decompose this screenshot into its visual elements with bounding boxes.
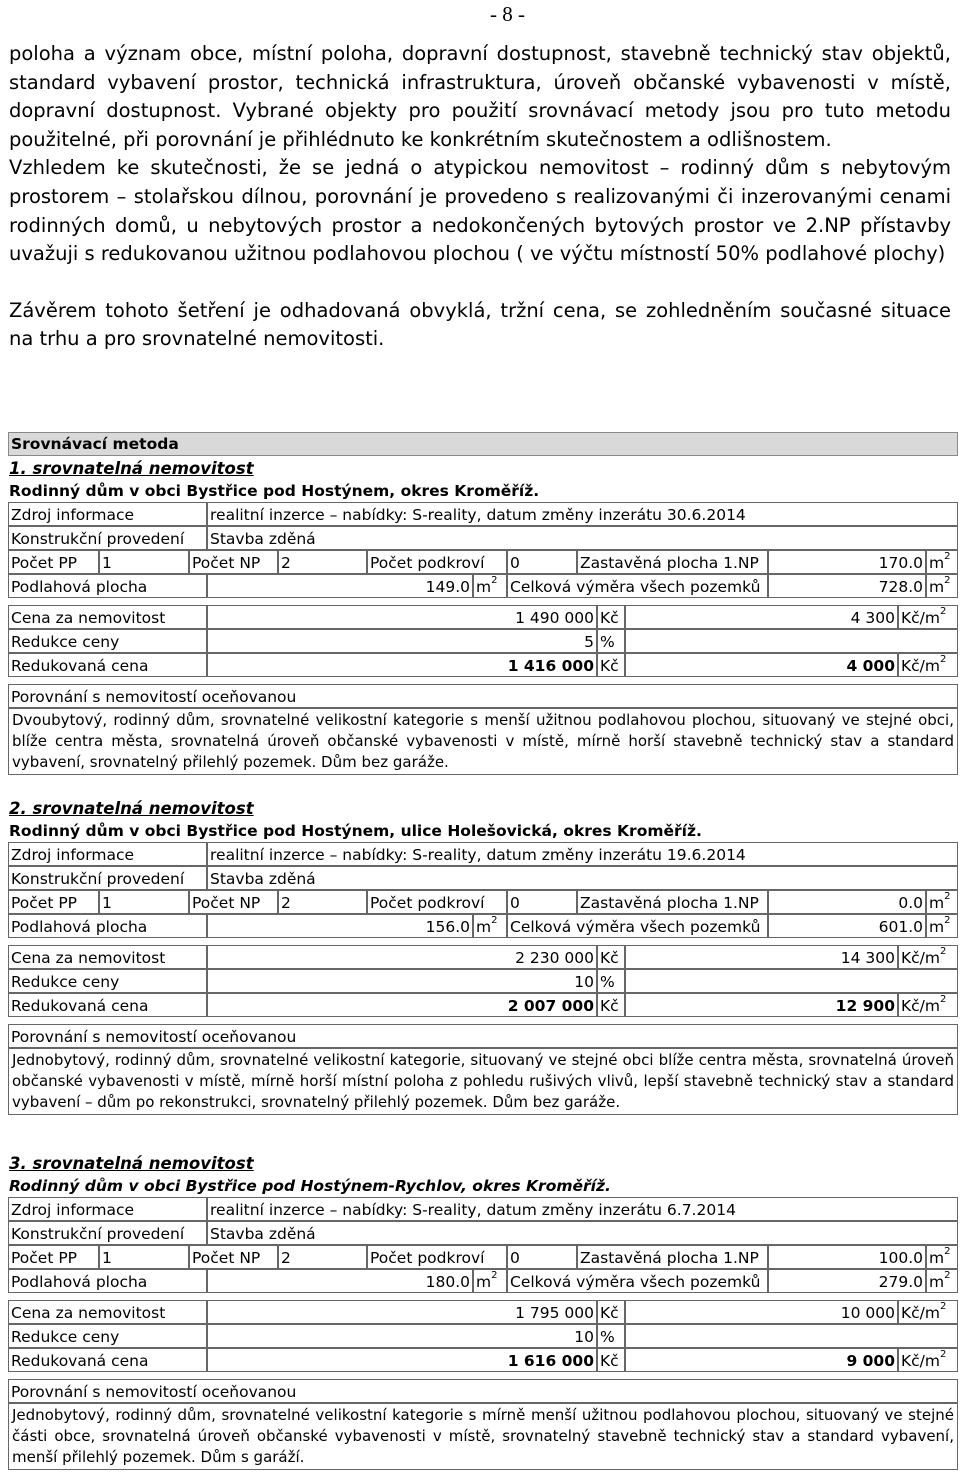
comparable-property-1 xyxy=(8,458,958,775)
unit-reduced-price-per-m2: $Kč/m^2$ xyxy=(898,993,958,1017)
unit-floor-area: $m^2$ xyxy=(473,914,507,938)
label-reduction: Redukce ceny xyxy=(8,1324,207,1348)
value-source: realitní inzerce – nabídky: S-reality, datum změny inzerátu 6.7.2014 xyxy=(207,1197,958,1221)
empty-cell xyxy=(625,629,958,653)
row-floor-area xyxy=(8,1269,958,1293)
row-price xyxy=(8,945,958,969)
unit-built-area: $m^2$ xyxy=(926,1245,958,1269)
row-construction xyxy=(8,526,958,550)
label-floor-area: Podlahová plocha xyxy=(8,914,207,938)
unit-reduced-price-per-m2: $Kč/m^2$ xyxy=(898,653,958,677)
row-reduction xyxy=(8,1324,958,1348)
unit-land-area: $m^2$ xyxy=(926,914,958,938)
row-floors xyxy=(8,890,958,914)
value-reduced-price-per-m2: 4 000 xyxy=(625,653,898,677)
row-reduced-price xyxy=(8,993,958,1017)
comparable-property-3 xyxy=(8,1153,958,1470)
value-reduction: 10 xyxy=(207,969,597,993)
label-land-area: Celková výměra všech pozemků xyxy=(507,1269,768,1293)
unit-floor-area: $m^2$ xyxy=(473,1269,507,1293)
label-reduced-price: Redukovaná cena xyxy=(8,1348,207,1372)
value-reduction: 10 xyxy=(207,1324,597,1348)
comparable-subtitle: Rodinný dům v obci Bystřice pod Hostýnem, okres Kroměříž. xyxy=(9,482,540,500)
value-basement-count: 1 xyxy=(99,550,189,574)
label-land-area: Celková výměra všech pozemků xyxy=(507,574,768,598)
unit-reduced-price: Kč xyxy=(597,1348,625,1372)
label-source: Zdroj informace xyxy=(8,502,207,526)
value-floor-area: 149.0 xyxy=(207,574,473,598)
value-reduced-price: 1 416 000 xyxy=(207,653,597,677)
unit-reduced-price: Kč xyxy=(597,993,625,1017)
label-floor-count: Počet NP xyxy=(189,890,278,914)
row-source xyxy=(8,1197,958,1221)
unit-price: Kč xyxy=(597,945,625,969)
row-reduced-price xyxy=(8,653,958,677)
label-reduced-price: Redukovaná cena xyxy=(8,653,207,677)
comparable-property-2 xyxy=(8,798,958,1115)
row-source xyxy=(8,502,958,526)
label-price: Cena za nemovitost xyxy=(8,1300,207,1324)
label-attic-count: Počet podkroví xyxy=(367,550,507,574)
label-reduced-price: Redukovaná cena xyxy=(8,993,207,1017)
value-attic-count: 0 xyxy=(507,550,577,574)
label-land-area: Celková výměra všech pozemků xyxy=(507,914,768,938)
unit-price-per-m2: $Kč/m^2$ xyxy=(898,1300,958,1324)
value-price-per-m2: 14 300 xyxy=(625,945,898,969)
unit-reduction: % xyxy=(597,969,625,993)
unit-price: Kč xyxy=(597,605,625,629)
label-construction: Konstrukční provedení xyxy=(8,526,207,550)
value-built-area: 0.0 xyxy=(768,890,926,914)
row-reduction xyxy=(8,629,958,653)
value-price-per-m2: 10 000 xyxy=(625,1300,898,1324)
unit-price: Kč xyxy=(597,1300,625,1324)
unit-land-area: $m^2$ xyxy=(926,574,958,598)
intro-paragraph-1: poloha a význam obce, místní poloha, dopravní dostupnost, stavebně technický stav objektů, standard vybavení prostor, technická infrastruktura, úroveň občanské vybavenosti v místě, dopravní dostupnost. Vybrané objekty pro použití srovnávací metody jsou pro tuto metodu použitelné, při porovnání je přihlédnuto ke konkrétním skutečnostem a odlišnostem. xyxy=(9,42,951,151)
section-header-comparison-method: Srovnávací metoda xyxy=(8,432,958,456)
row-reduction xyxy=(8,969,958,993)
label-construction: Konstrukční provedení xyxy=(8,1221,207,1245)
unit-price-per-m2: $Kč/m^2$ xyxy=(898,605,958,629)
row-reduced-price xyxy=(8,1348,958,1372)
comparable-title: 1. srovnatelná nemovitost xyxy=(9,459,254,478)
label-price: Cena za nemovitost xyxy=(8,605,207,629)
label-source: Zdroj informace xyxy=(8,842,207,866)
value-price: 2 230 000 xyxy=(207,945,597,969)
value-floor-area: 180.0 xyxy=(207,1269,473,1293)
row-price xyxy=(8,1300,958,1324)
empty-cell xyxy=(625,969,958,993)
label-floor-count: Počet NP xyxy=(189,1245,278,1269)
value-reduced-price: 2 007 000 xyxy=(207,993,597,1017)
label-attic-count: Počet podkroví xyxy=(367,890,507,914)
value-attic-count: 0 xyxy=(507,890,577,914)
label-built-area: Zastavěná plocha 1.NP xyxy=(577,1245,768,1269)
row-comparison-label xyxy=(8,1024,958,1048)
value-construction: Stavba zděná xyxy=(207,1221,958,1245)
page-number: - 8 - xyxy=(490,2,525,26)
value-construction: Stavba zděná xyxy=(207,866,958,890)
value-construction: Stavba zděná xyxy=(207,526,958,550)
row-comparison-label xyxy=(8,1379,958,1403)
label-built-area: Zastavěná plocha 1.NP xyxy=(577,550,768,574)
label-source: Zdroj informace xyxy=(8,1197,207,1221)
unit-price-per-m2: $Kč/m^2$ xyxy=(898,945,958,969)
row-comparison-label xyxy=(8,684,958,708)
label-comparison: Porovnání s nemovitostí oceňovanou xyxy=(8,1379,958,1403)
unit-reduction: % xyxy=(597,629,625,653)
value-reduced-price: 1 616 000 xyxy=(207,1348,597,1372)
value-reduced-price-per-m2: 12 900 xyxy=(625,993,898,1017)
label-reduction: Redukce ceny xyxy=(8,969,207,993)
value-source: realitní inzerce – nabídky: S-reality, datum změny inzerátu 30.6.2014 xyxy=(207,502,958,526)
label-basement-count: Počet PP xyxy=(8,890,99,914)
row-price xyxy=(8,605,958,629)
value-price-per-m2: 4 300 xyxy=(625,605,898,629)
intro-paragraph-3: Závěrem tohoto šetření je odhadovaná obvyklá, tržní cena, se zohledněním současné situace na trhu a pro srovnatelné nemovitosti. xyxy=(9,298,951,351)
row-construction xyxy=(8,1221,958,1245)
label-floor-count: Počet NP xyxy=(189,550,278,574)
value-basement-count: 1 xyxy=(99,1245,189,1269)
label-price: Cena za nemovitost xyxy=(8,945,207,969)
unit-built-area: $m^2$ xyxy=(926,890,958,914)
label-built-area: Zastavěná plocha 1.NP xyxy=(577,890,768,914)
row-source xyxy=(8,842,958,866)
comparable-title: 2. srovnatelná nemovitost xyxy=(9,799,254,818)
value-attic-count: 0 xyxy=(507,1245,577,1269)
row-floors xyxy=(8,550,958,574)
comparison-description: Dvoubytový, rodinný dům, srovnatelné velikostní kategorie s menší užitnou podlahovou plochou, situovaný ve stejné obci, blíže centra města, srovnatelná úroveň občanské vybavenosti v místě, mírně horší stavebně technický stav a standard vybavení, srovnatelný přilehlý pozemek. Dům bez garáže. xyxy=(8,708,958,775)
unit-reduced-price-per-m2: $Kč/m^2$ xyxy=(898,1348,958,1372)
comparable-subtitle: Rodinný dům v obci Bystřice pod Hostýnem-Rychlov, okres Kroměříž. xyxy=(9,1177,611,1195)
label-basement-count: Počet PP xyxy=(8,550,99,574)
unit-reduced-price: Kč xyxy=(597,653,625,677)
value-source: realitní inzerce – nabídky: S-reality, datum změny inzerátu 19.6.2014 xyxy=(207,842,958,866)
row-floor-area xyxy=(8,914,958,938)
unit-built-area: $m^2$ xyxy=(926,550,958,574)
label-floor-area: Podlahová plocha xyxy=(8,574,207,598)
value-land-area: 279.0 xyxy=(768,1269,926,1293)
row-floors xyxy=(8,1245,958,1269)
value-basement-count: 1 xyxy=(99,890,189,914)
comparison-description: Jednobytový, rodinný dům, srovnatelné velikostní kategorie s mírně menší užitnou podlahovou plochou, situovaný ve stejné části obce, srovnatelná úroveň občanské vybavenosti v místě, srovnatelný stavebně technický stav a standard vybavení, menší přilehlý pozemek. Dům s garáží. xyxy=(8,1403,958,1470)
unit-land-area: $m^2$ xyxy=(926,1269,958,1293)
value-built-area: 170.0 xyxy=(768,550,926,574)
value-floor-count: 2 xyxy=(278,550,367,574)
value-land-area: 728.0 xyxy=(768,574,926,598)
value-land-area: 601.0 xyxy=(768,914,926,938)
unit-floor-area: $m^2$ xyxy=(473,574,507,598)
row-construction xyxy=(8,866,958,890)
intro-paragraph-2: Vzhledem ke skutečnosti, že se jedná o atypickou nemovitost – rodinný dům s nebytovým prostorem – stolařskou dílnou, porovnání je provedeno s realizovanými či inzerovanými cenami rodinných domů, u nebytových prostor a nedokončených bytových prostor ve 2.NP přístavby uvažuji s redukovanou užitnou podlahovou plochou ( ve výčtu místností 50% podlahové plochy) xyxy=(9,156,951,266)
intro-text xyxy=(9,40,951,354)
value-reduction: 5 xyxy=(207,629,597,653)
label-attic-count: Počet podkroví xyxy=(367,1245,507,1269)
row-floor-area xyxy=(8,574,958,598)
value-floor-count: 2 xyxy=(278,890,367,914)
value-floor-count: 2 xyxy=(278,1245,367,1269)
empty-cell xyxy=(625,1324,958,1348)
label-basement-count: Počet PP xyxy=(8,1245,99,1269)
value-built-area: 100.0 xyxy=(768,1245,926,1269)
label-comparison: Porovnání s nemovitostí oceňovanou xyxy=(8,684,958,708)
label-reduction: Redukce ceny xyxy=(8,629,207,653)
value-price: 1 795 000 xyxy=(207,1300,597,1324)
comparison-description: Jednobytový, rodinný dům, srovnatelné velikostní kategorie, situovaný ve stejné obci blíže centra města, srovnatelná úroveň občanské vybavenosti v místě, mírně horší místní poloha z pohledu rušivých vlivů, lepší stavebně technický stav a standard vybavení – dům po rekonstrukci, srovnatelný přilehlý pozemek. Dům bez garáže. xyxy=(8,1048,958,1115)
label-floor-area: Podlahová plocha xyxy=(8,1269,207,1293)
value-floor-area: 156.0 xyxy=(207,914,473,938)
label-construction: Konstrukční provedení xyxy=(8,866,207,890)
value-reduced-price-per-m2: 9 000 xyxy=(625,1348,898,1372)
comparable-subtitle: Rodinný dům v obci Bystřice pod Hostýnem, ulice Holešovická, okres Kroměříž. xyxy=(9,822,702,840)
comparable-title: 3. srovnatelná nemovitost xyxy=(9,1154,254,1173)
unit-reduction: % xyxy=(597,1324,625,1348)
label-comparison: Porovnání s nemovitostí oceňovanou xyxy=(8,1024,958,1048)
value-price: 1 490 000 xyxy=(207,605,597,629)
